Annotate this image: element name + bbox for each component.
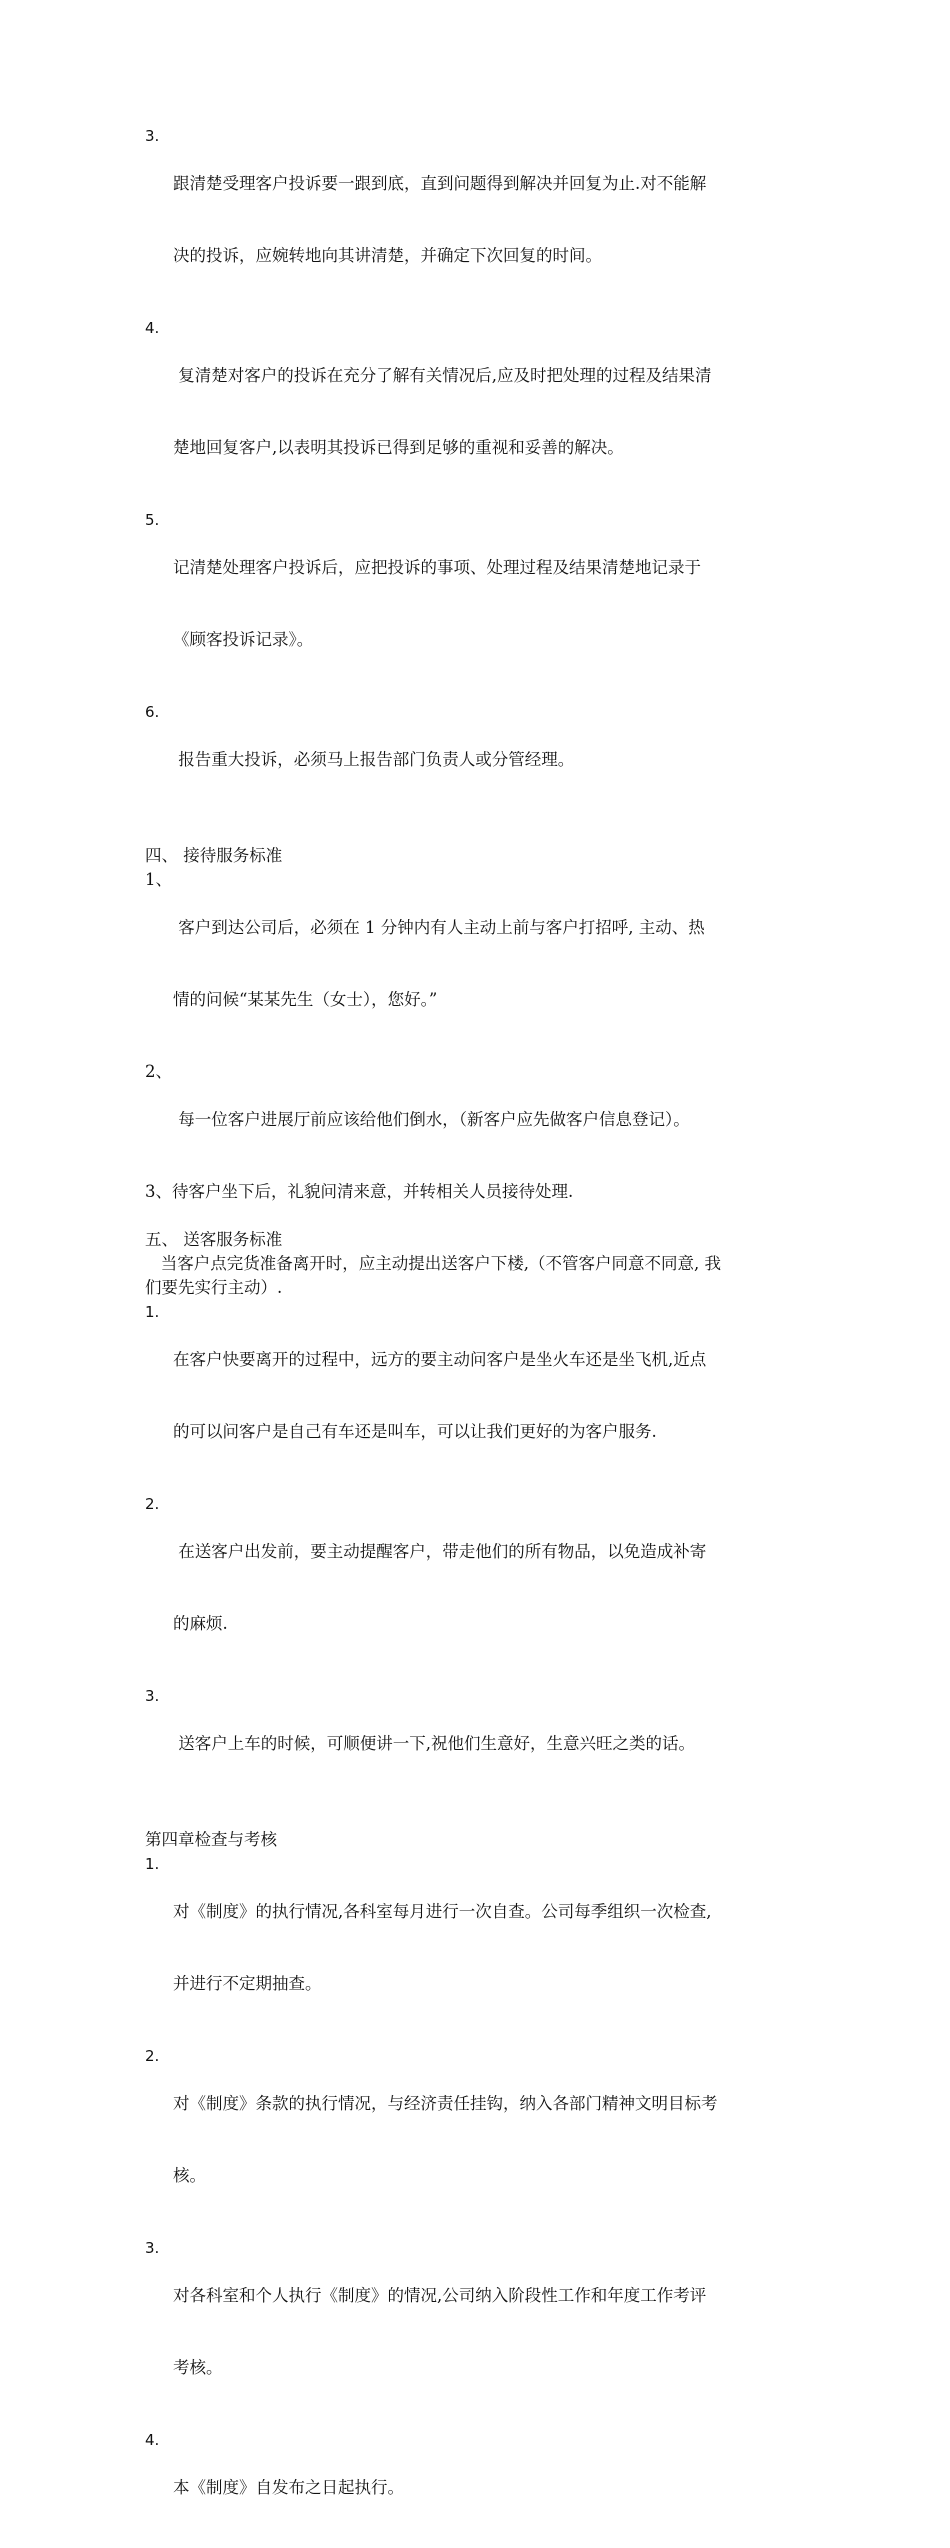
reception-item-1 <box>145 868 815 1060</box>
complaint-item-4 <box>145 316 815 508</box>
inspection-item-4 <box>145 2428 815 2548</box>
list-text-line: 情的问候“某某先生（女士），您好。” <box>173 990 438 1009</box>
list-number: 3. <box>145 127 160 145</box>
list-number: 1. <box>145 1303 160 1321</box>
list-number: 6. <box>145 703 160 721</box>
section-heading-reception: 四、 接待服务标准 <box>145 846 283 865</box>
inspection-item-2 <box>145 2044 815 2236</box>
farewell-item-3 <box>145 1684 815 1804</box>
list-text-line: 对《制度》的执行情况,各科室每月进行一次自查。公司每季组织一次检查, <box>173 1902 712 1921</box>
list-text-line: 跟清楚受理客户投诉要一跟到底，直到问题得到解决并回复为止.对不能解 <box>173 174 707 193</box>
complaint-item-5 <box>145 508 815 700</box>
list-text-line: 复清楚对客户的投诉在充分了解有关情况后,应及时把处理的过程及结果清 <box>173 366 712 385</box>
list-text-line: 并进行不定期抽查。 <box>173 1974 322 1993</box>
farewell-item-2 <box>145 1492 815 1684</box>
list-text-line: 对《制度》条款的执行情况，与经济责任挂钩，纳入各部门精神文明目标考 <box>173 2094 718 2113</box>
list-number: 1、 <box>145 870 172 889</box>
spacer <box>145 820 815 844</box>
inspection-item-1 <box>145 1852 815 2044</box>
spacer <box>145 1804 815 1828</box>
list-text-line: 楚地回复客户,以表明其投诉已得到足够的重视和妥善的解决。 <box>173 438 624 457</box>
spacer <box>145 1204 815 1228</box>
list-text-line: 每一位客户进展厅前应该给他们倒水，（新客户应先做客户信息登记）。 <box>173 1110 690 1129</box>
list-text-line: 记清楚处理客户投诉后，应把投诉的事项、处理过程及结果清楚地记录于 <box>173 558 701 577</box>
list-number: 3. <box>145 2239 160 2257</box>
list-number: 2、 <box>145 1062 172 1081</box>
chapter-heading-inspection: 第四章检查与考核 <box>145 1830 277 1849</box>
reception-item-3: 3、待客户坐下后，礼貌问清来意，并转相关人员接待处理. <box>145 1182 574 1201</box>
farewell-item-1 <box>145 1300 815 1492</box>
complaint-item-3 <box>145 124 815 316</box>
list-text-line: 客户到达公司后，必须在 1 分钟内有人主动上前与客户打招呼, 主动、热 <box>173 918 705 937</box>
list-text-line: 送客户上车的时候，可顺便讲一下,祝他们生意好，生意兴旺之类的话。 <box>173 1734 695 1753</box>
list-text-line: 的麻烦. <box>173 1614 228 1633</box>
list-text-line: 在送客户出发前，要主动提醒客户，带走他们的所有物品，以免造成补寄 <box>173 1542 707 1561</box>
inspection-item-3 <box>145 2236 815 2428</box>
section-heading-farewell: 五、 送客服务标准 <box>145 1230 283 1249</box>
reception-item-2 <box>145 1060 815 1180</box>
list-text-line: 决的投诉，应婉转地向其讲清楚，并确定下次回复的时间。 <box>173 246 602 265</box>
list-number: 3. <box>145 1687 160 1705</box>
document-body <box>145 124 815 2548</box>
list-text-line: 报告重大投诉，必须马上报告部门负责人或分管经理。 <box>173 750 575 769</box>
list-number: 2. <box>145 2047 160 2065</box>
farewell-intro-line: 当客户点完货准备离开时，应主动提出送客户下楼,（不管客户同意不同意, 我 <box>145 1254 721 1273</box>
list-number: 5. <box>145 511 160 529</box>
farewell-intro-line: 们要先实行主动）. <box>145 1278 283 1297</box>
list-text-line: 考核。 <box>173 2358 223 2377</box>
list-number: 4. <box>145 2431 160 2449</box>
list-number: 4. <box>145 319 160 337</box>
list-number: 1. <box>145 1855 160 1873</box>
list-text-line: 对各科室和个人执行《制度》的情况,公司纳入阶段性工作和年度工作考评 <box>173 2286 707 2305</box>
list-number: 2. <box>145 1495 160 1513</box>
list-text-line: 本《制度》自发布之日起执行。 <box>173 2478 404 2497</box>
list-text-line: 的可以问客户是自己有车还是叫车，可以让我们更好的为客户服务. <box>173 1422 657 1441</box>
list-text-line: 核。 <box>173 2166 206 2185</box>
complaint-item-6 <box>145 700 815 820</box>
list-text-line: 在客户快要离开的过程中，远方的要主动问客户是坐火车还是坐飞机,近点 <box>173 1350 707 1369</box>
list-text-line: 《顾客投诉记录》。 <box>173 630 314 649</box>
